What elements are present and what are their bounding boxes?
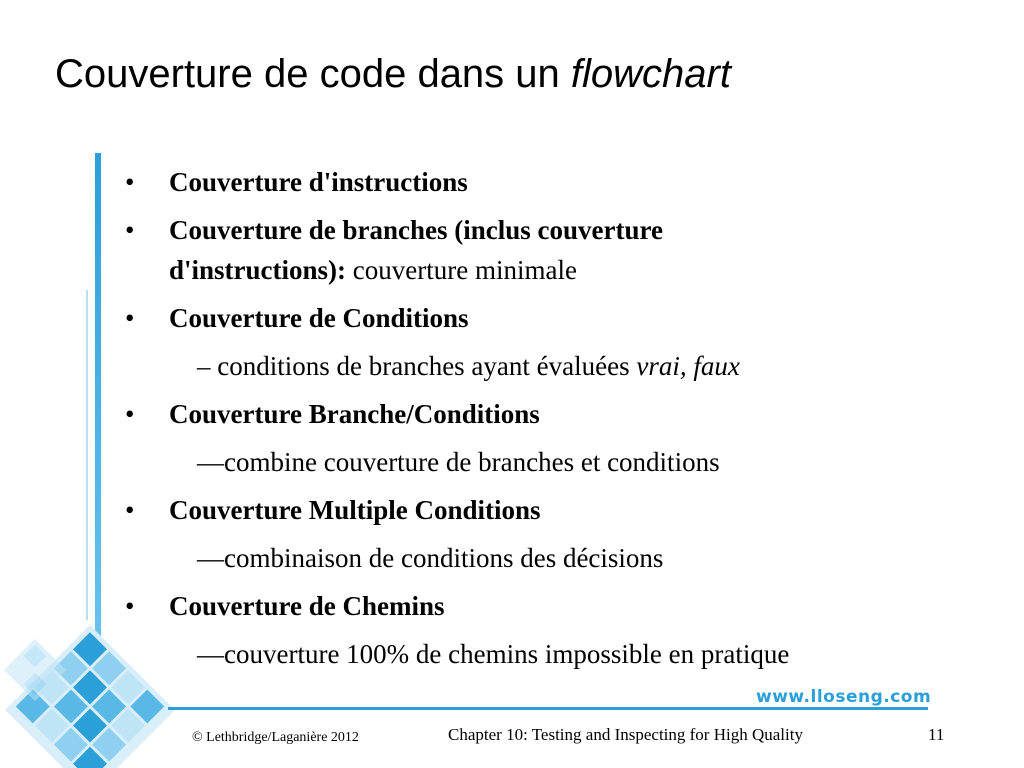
copyright-text: © Lethbridge/Laganière 2012	[192, 730, 359, 745]
site-url-logo: www.lloseng.com	[756, 687, 932, 707]
page-number: 11	[928, 725, 945, 744]
slide-title: Couverture de code dans un flowchart	[55, 52, 731, 96]
list-item: • Couverture Branche/Conditions	[125, 394, 1005, 434]
list-item: • Couverture d'instructions	[125, 162, 1005, 202]
bullet-marker: •	[125, 399, 135, 429]
sub-item: – conditions de branches ayant évaluées vrai, faux	[197, 351, 740, 381]
bullet-marker: •	[125, 495, 135, 525]
list-item: • Couverture de branches (inclus couverture d'instructions): couverture minimale	[125, 210, 1005, 290]
sub-item: —combinaison de conditions des décisions	[197, 543, 664, 573]
sub-item: —combine couverture de branches et conditions	[197, 447, 720, 477]
bullet-list	[125, 162, 1005, 682]
slide-title-italic: flowchart	[570, 52, 731, 96]
decorative-vertical-bar	[95, 153, 101, 663]
footer-divider	[168, 707, 928, 710]
list-item: • Couverture de Chemins	[125, 586, 1005, 626]
chapter-title: Chapter 10: Testing and Inspecting for High Quality	[448, 725, 803, 744]
bullet-marker: •	[125, 215, 135, 245]
sub-item: —couverture 100% de chemins impossible en pratique	[197, 639, 790, 669]
list-item: • Couverture de Conditions	[125, 298, 1005, 338]
bullet-marker: •	[125, 167, 135, 197]
decorative-thin-bar	[86, 290, 88, 620]
bullet-marker: •	[125, 591, 135, 621]
list-item: • Couverture Multiple Conditions	[125, 490, 1005, 530]
bullet-marker: •	[125, 303, 135, 333]
